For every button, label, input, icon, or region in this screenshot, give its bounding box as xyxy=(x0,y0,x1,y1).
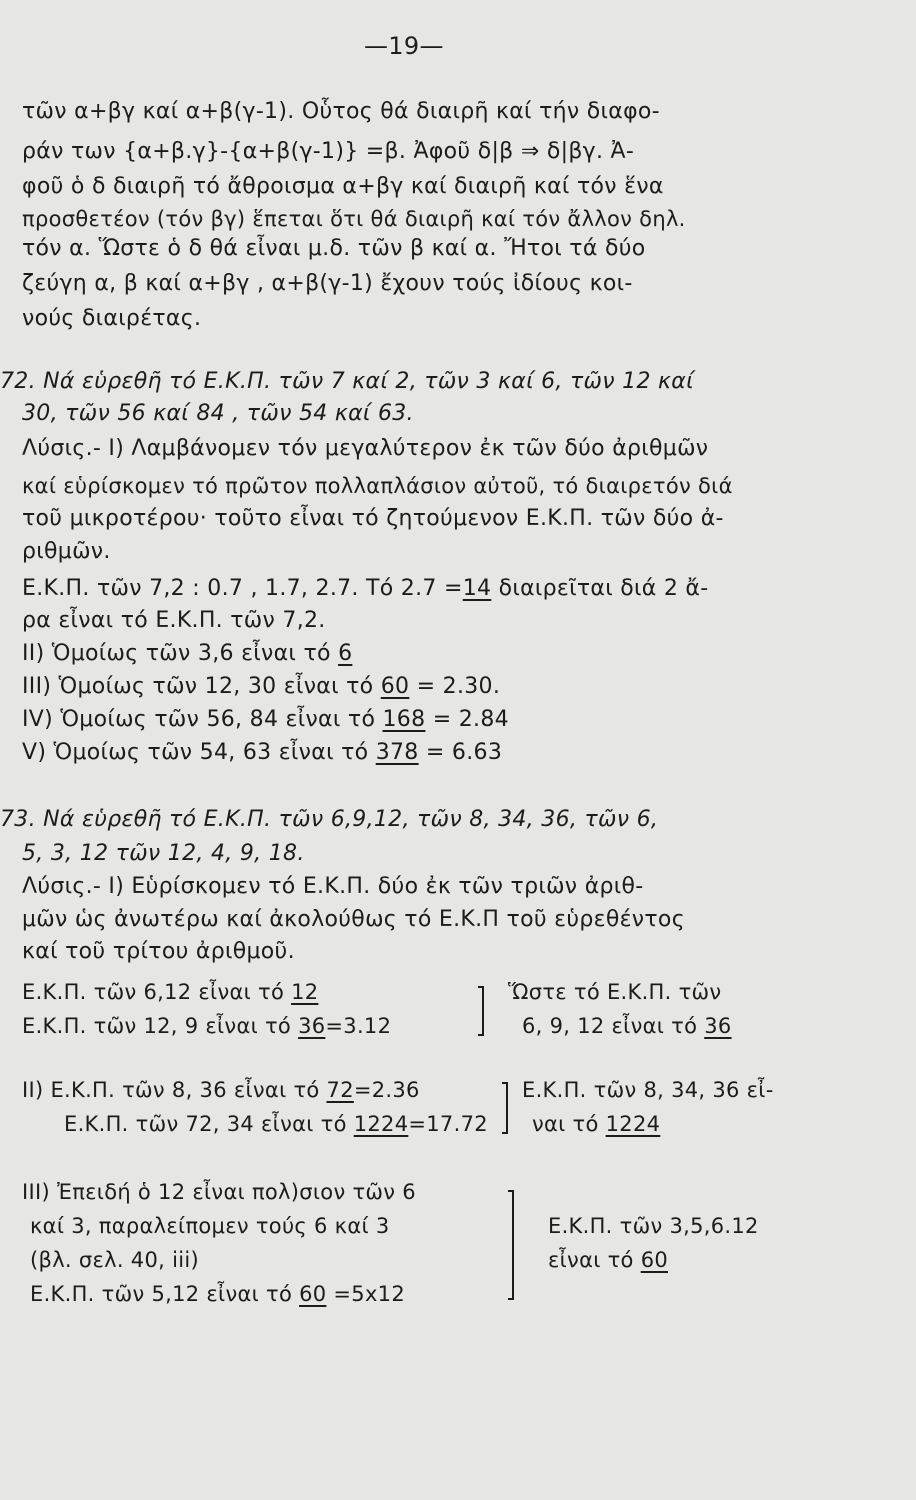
part1-left-line: Ε.Κ.Π. τῶν 6,12 εἶναι τό 12 xyxy=(22,980,319,1004)
underlined-result: 36 xyxy=(298,1014,326,1038)
case-line: III) Ὁμοίως τῶν 12, 30 εἶναι τό 60 = 2.30. xyxy=(22,674,501,699)
underlined-result: 72 xyxy=(326,1078,354,1102)
underlined-result: 6 xyxy=(338,641,353,666)
underlined-result: 14 xyxy=(462,576,492,601)
paragraph-line: φοῦ ὁ δ διαιρῆ τό ἄθροισμα α+βγ καί διαιρῆ καί τόν ἕνα xyxy=(22,174,664,199)
paragraph-line: προσθετέον (τόν βγ) ἕπεται ὅτι θά διαιρῆ καί τόν ἄλλον δηλ. xyxy=(22,207,686,231)
solution-line: καί τοῦ τρίτου ἀριθμοῦ. xyxy=(22,939,295,964)
case-line: II) Ὁμοίως τῶν 3,6 εἶναι τό 6 xyxy=(22,641,353,666)
solution-line: τοῦ μικροτέρου· τοῦτο εἶναι τό ζητούμενον Ε.Κ.Π. τῶν δύο ἀ- xyxy=(22,506,724,531)
paragraph-line: τόν α. Ὥστε ὁ δ θά εἶναι μ.δ. τῶν β καί α. Ἤτοι τά δύο xyxy=(22,236,646,261)
part1-right-line: Ὥστε τό Ε.Κ.Π. τῶν xyxy=(508,980,722,1004)
right-brace xyxy=(504,1190,514,1300)
underlined-result: 36 xyxy=(704,1014,732,1038)
underlined-result: 60 xyxy=(640,1248,669,1272)
solution-line: καί εὑρίσκομεν τό πρῶτον πολλαπλάσιον αὐτοῦ, τό διαιρετόν διά xyxy=(22,474,733,498)
underlined-result: 378 xyxy=(375,740,419,765)
paragraph-line: νούς διαιρέτας. xyxy=(22,306,202,331)
solution-line: μῶν ὡς ἀνωτέρω καί ἀκολούθως τό Ε.Κ.Π τοῦ εὑρεθέντος xyxy=(22,907,685,932)
part2-right-line: Ε.Κ.Π. τῶν 8, 34, 36 εἶ- xyxy=(522,1078,774,1102)
underlined-result: 1224 xyxy=(605,1112,661,1136)
problem-73-statement: 5, 3, 12 τῶν 12, 4, 9, 18. xyxy=(22,841,305,866)
paragraph-line: τῶν α+βγ καί α+β(γ-1). Οὗτος θά διαιρῆ καί τήν διαφο- xyxy=(22,99,660,124)
right-brace xyxy=(498,1082,508,1134)
part3-left-line: Ε.Κ.Π. τῶν 5,12 εἶναι τό 60 =5x12 xyxy=(30,1282,405,1306)
part3-left-line: καί 3, παραλείπομεν τούς 6 καί 3 xyxy=(30,1214,390,1238)
part3-right-line: Ε.Κ.Π. τῶν 3,5,6.12 xyxy=(548,1214,759,1238)
underlined-result: 60 xyxy=(380,674,410,699)
part3-left-line: III) Ἐπειδή ὁ 12 εἶναι πολ)σιον τῶν 6 xyxy=(22,1180,416,1204)
problem-72-statement: 30, τῶν 56 καί 84 , τῶν 54 καί 63. xyxy=(22,401,414,426)
right-brace xyxy=(474,986,484,1036)
part2-left-line: Ε.Κ.Π. τῶν 72, 34 εἶναι τό 1224=17.72 xyxy=(64,1112,488,1136)
part3-left-line: (βλ. σελ. 40, iii) xyxy=(30,1248,199,1272)
underlined-result: 1224 xyxy=(353,1112,409,1136)
underlined-result: 60 xyxy=(299,1282,327,1306)
paragraph-line: ζεύγη α, β καί α+βγ , α+β(γ-1) ἔχουν τούς ἰδίους κοι- xyxy=(22,271,633,296)
solution-line: ριθμῶν. xyxy=(22,539,111,564)
problem-72-statement: 72. Νά εὑρεθῆ τό Ε.Κ.Π. τῶν 7 καί 2, τῶν 3 καί 6, τῶν 12 καί xyxy=(0,369,694,394)
underlined-result: 12 xyxy=(291,980,319,1004)
ekp-line: Ε.Κ.Π. τῶν 7,2 : 0.7 , 1.7, 2.7. Τό 2.7 =14 διαιρεῖται διά 2 ἄ- xyxy=(22,576,709,601)
part1-right-line: 6, 9, 12 εἶναι τό 36 xyxy=(522,1014,732,1038)
case-line: IV) Ὁμοίως τῶν 56, 84 εἶναι τό 168 = 2.84 xyxy=(22,707,509,732)
part1-left-line: Ε.Κ.Π. τῶν 12, 9 εἶναι τό 36=3.12 xyxy=(22,1014,392,1038)
case-line: V) Ὁμοίως τῶν 54, 63 εἶναι τό 378 = 6.63 xyxy=(22,740,503,765)
page-number: —19— xyxy=(364,32,444,60)
solution-line: Λύσις.- I) Εὑρίσκομεν τό Ε.Κ.Π. δύο ἐκ τῶν τριῶν ἀριθ- xyxy=(22,874,644,899)
part2-right-line: ναι τό 1224 xyxy=(532,1112,661,1136)
solution-line: Λύσις.- I) Λαμβάνομεν τόν μεγαλύτερον ἐκ τῶν δύο ἀριθμῶν xyxy=(22,436,709,461)
part3-right-line: εἶναι τό 60 xyxy=(548,1248,669,1272)
problem-73-statement: 73. Νά εὑρεθῆ τό Ε.Κ.Π. τῶν 6,9,12, τῶν 8, 34, 36, τῶν 6, xyxy=(0,807,659,832)
paragraph-line: ράν των {α+β.γ}-{α+β(γ-1)} =β. Ἀφοῦ δ|β ⇒ δ|βγ. Ἀ- xyxy=(22,139,635,164)
underlined-result: 168 xyxy=(382,707,426,732)
ekp-line: ρα εἶναι τό Ε.Κ.Π. τῶν 7,2. xyxy=(22,608,326,633)
part2-left-line: II) Ε.Κ.Π. τῶν 8, 36 εἶναι τό 72=2.36 xyxy=(22,1078,420,1102)
